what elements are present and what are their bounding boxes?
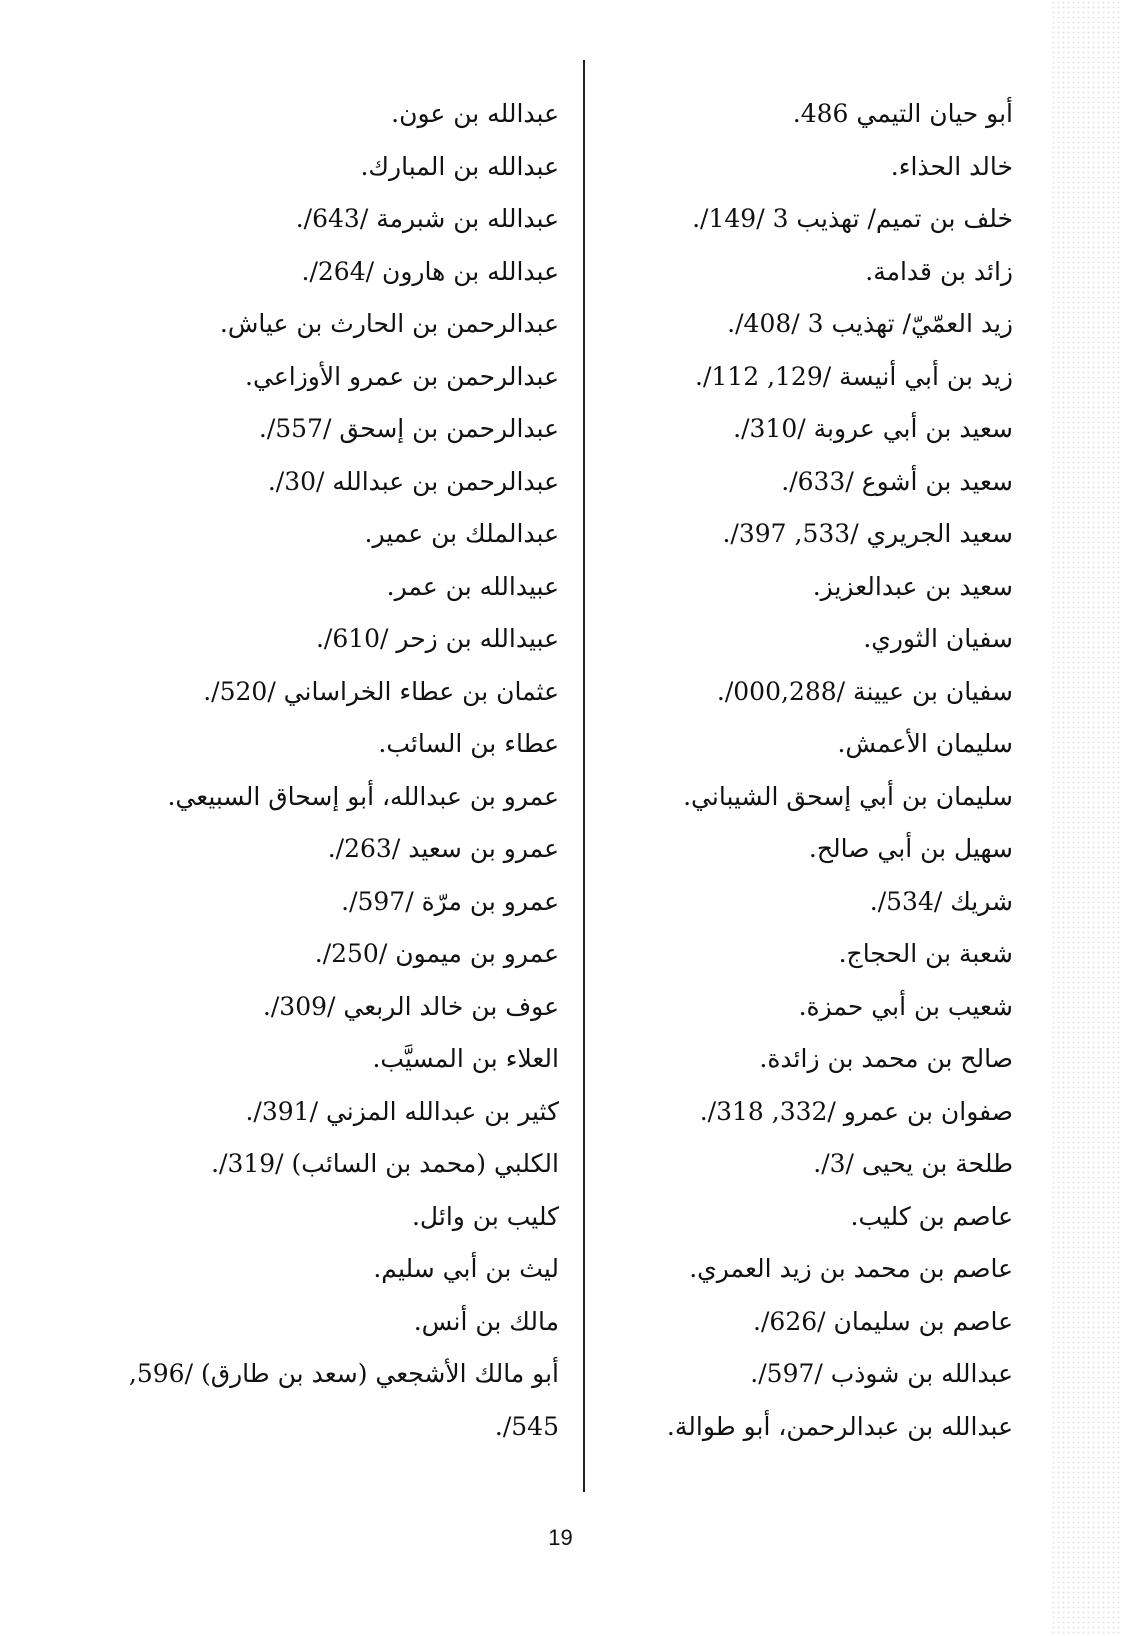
list-item: عبدالله بن عبدالرحمن، أبو طوالة. (666, 1411, 1013, 1441)
list-item: عبيدالله بن عمر. (386, 571, 559, 601)
scan-speckle-edge (1051, 0, 1121, 1636)
list-item: عثمان بن عطاء الخراساني /520/. (203, 676, 559, 706)
list-item: كليب بن وائل. (411, 1201, 559, 1231)
list-item: عبدالله بن شوذب /597/. (750, 1359, 1013, 1388)
list-item: عبدالرحمن بن عبدالله /30/. (267, 466, 559, 496)
list-item: عبدالرحمن بن الحارث بن عياش. (219, 309, 559, 338)
list-item: عاصم بن محمد بن زيد العمري. (689, 1254, 1013, 1283)
list-item: عبيدالله بن زحر /610/. (315, 624, 559, 653)
list-item: خلف بن تميم/ تهذيب 3 /149/. (692, 204, 1013, 233)
list-item: ليث بن أبي سليم. (373, 1254, 559, 1283)
list-item: أبو مالك الأشجعي (سعد بن طارق) /596, 545/. (128, 1359, 559, 1441)
right-column (613, 88, 1013, 1453)
list-item: عمرو بن عبدالله، أبو إسحاق السبيعي. (167, 781, 559, 811)
list-item: زيد العمّيّ/ تهذيب 3 /408/. (727, 309, 1013, 338)
list-item: عبدالله بن هارون /264/. (301, 256, 559, 286)
list-item: سفيان بن عيينة /000,288/. (716, 676, 1013, 706)
list-item: عمرو بن ميمون /250/. (314, 939, 559, 968)
list-item: صالح بن محمد بن زائدة. (759, 1044, 1013, 1073)
list-item: سفيان الثوري. (863, 624, 1013, 653)
list-item: عبدالله بن شبرمة /643/. (295, 204, 559, 233)
list-item: زائد بن قدامة. (865, 256, 1013, 286)
left-column (119, 88, 559, 1453)
list-item: كثير بن عبدالله المزني /391/. (245, 1096, 559, 1126)
list-item: عاصم بن سليمان /626/. (753, 1306, 1013, 1336)
list-item: مالك بن أنس. (413, 1306, 559, 1336)
list-item: عبدالرحمن بن إسحق /557/. (258, 414, 559, 443)
list-item: عبدالله بن المبارك. (360, 151, 559, 181)
list-item: عمرو بن مرّة /597/. (341, 886, 559, 916)
list-item: سعيد بن أبي عروبة /310/. (733, 414, 1013, 443)
list-item: عبدالملك بن عمير. (364, 519, 559, 548)
list-item: خالد الحذاء. (890, 151, 1013, 181)
list-item: طلحة بن يحيى /3/. (813, 1149, 1013, 1178)
list-item: سعيد بن عبدالعزيز. (812, 571, 1013, 601)
list-item: سهيل بن أبي صالح. (808, 834, 1013, 863)
list-item: عاصم بن كليب. (850, 1201, 1013, 1231)
list-item: عمرو بن سعيد /263/. (327, 834, 559, 863)
list-item: الكلبي (محمد بن السائب) /319/. (211, 1149, 559, 1178)
list-item: العلاء بن المسيَّب. (372, 1044, 559, 1073)
list-item: عبدالرحمن بن عمرو الأوزاعي. (245, 361, 559, 391)
list-item: أبو حيان التيمي 486. (792, 99, 1013, 128)
list-item: سعيد الجريري /533, 397/. (722, 519, 1013, 548)
list-item: شريك /534/. (869, 886, 1013, 916)
list-item: سعيد بن أشوع /633/. (781, 466, 1013, 496)
list-item: سليمان الأعمش. (837, 729, 1013, 758)
list-item: شعبة بن الحجاج. (838, 939, 1013, 968)
page-number: 19 (548, 1525, 573, 1550)
list-item: شعيب بن أبي حمزة. (798, 991, 1013, 1021)
list-item: صفوان بن عمرو /332, 318/. (699, 1096, 1013, 1126)
list-item: عبدالله بن عون. (391, 99, 559, 128)
list-item: سليمان بن أبي إسحق الشيباني. (683, 781, 1013, 811)
list-item: عوف بن خالد الربعي /309/. (262, 991, 559, 1021)
list-item: زيد بن أبي أنيسة /129, 112/. (695, 361, 1013, 391)
list-item: عطاء بن السائب. (378, 729, 559, 758)
column-divider (583, 60, 585, 1492)
